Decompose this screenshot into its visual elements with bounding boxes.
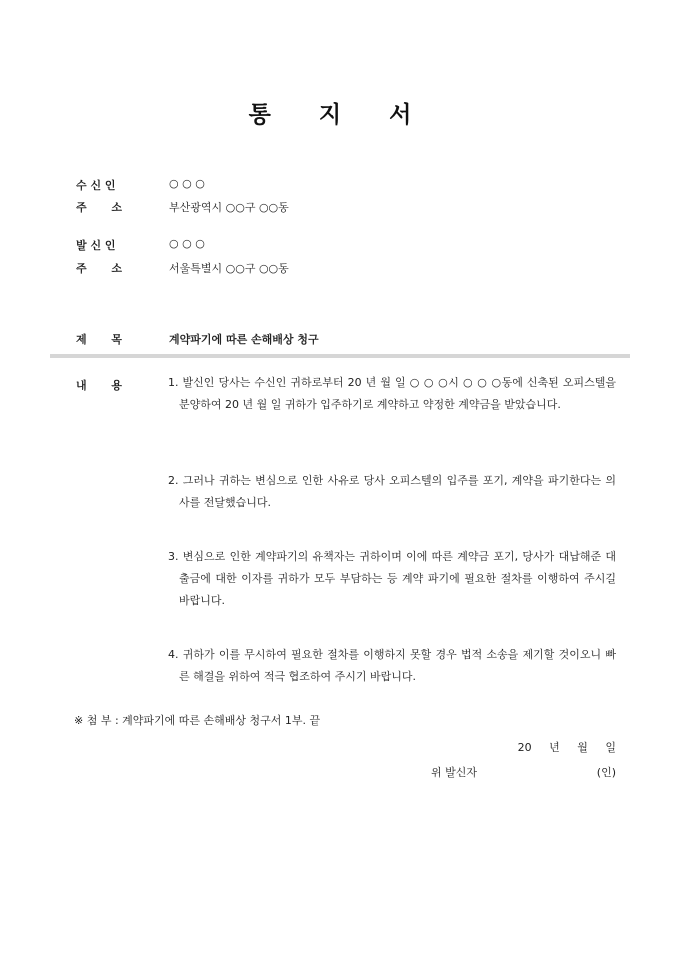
recipient-label: 수 신 인 <box>76 179 116 192</box>
sender-name: ○ ○ ○ <box>169 237 205 250</box>
attachment-note: ※ 첨 부 : 계약파기에 따른 손해배상 청구서 1부. 끝 <box>74 714 321 727</box>
subject-text: 계약파기에 따른 손해배상 청구 <box>169 333 319 346</box>
content-paragraph-3: 3. 변심으로 인한 계약파기의 유책자는 귀하이며 이에 따른 계약금 포기, 당사가 대납해준 대출금에 대한 이자를 귀하가 모두 부담하는 등 계약 파기에 필요한 절차를 이행하여 주시길 바랍니다. <box>168 550 616 607</box>
date-line: 20 년 월 일 <box>517 741 616 754</box>
seal-mark: (인) <box>596 766 616 779</box>
document-title: 통 지 서 <box>248 102 432 128</box>
sender-label: 발 신 인 <box>76 239 116 252</box>
subject-label: 제 목 <box>76 333 122 346</box>
sender-address-label: 주 소 <box>76 262 122 275</box>
content-paragraph-2: 2. 그러나 귀하는 변심으로 인한 사유로 당사 오피스텔의 입주를 포기, 계약을 파기한다는 의사를 전달했습니다. <box>168 474 616 509</box>
recipient-name: ○ ○ ○ <box>169 177 205 190</box>
section-divider <box>50 354 630 358</box>
recipient-address-label: 주 소 <box>76 201 122 214</box>
content-paragraph-1: 1. 발신인 당사는 수신인 귀하로부터 20 년 월 일 ○ ○ ○시 ○ ○ ○동에 신축된 오피스텔을 분양하여 20 년 월 일 귀하가 입주하기로 계약하고 약정한 계약금을 받았습니다. <box>168 376 616 411</box>
content-label: 내 용 <box>76 379 122 392</box>
content-paragraph-4: 4. 귀하가 이를 무시하여 필요한 절차를 이행하지 못할 경우 법적 소송을 제기할 것이오니 빠른 해결을 위하여 적극 협조하여 주시기 바랍니다. <box>168 648 616 683</box>
signer-label: 위 발신자 <box>431 766 478 779</box>
sender-address: 서울특별시 ○○구 ○○동 <box>169 262 289 275</box>
recipient-address: 부산광역시 ○○구 ○○동 <box>169 201 289 214</box>
